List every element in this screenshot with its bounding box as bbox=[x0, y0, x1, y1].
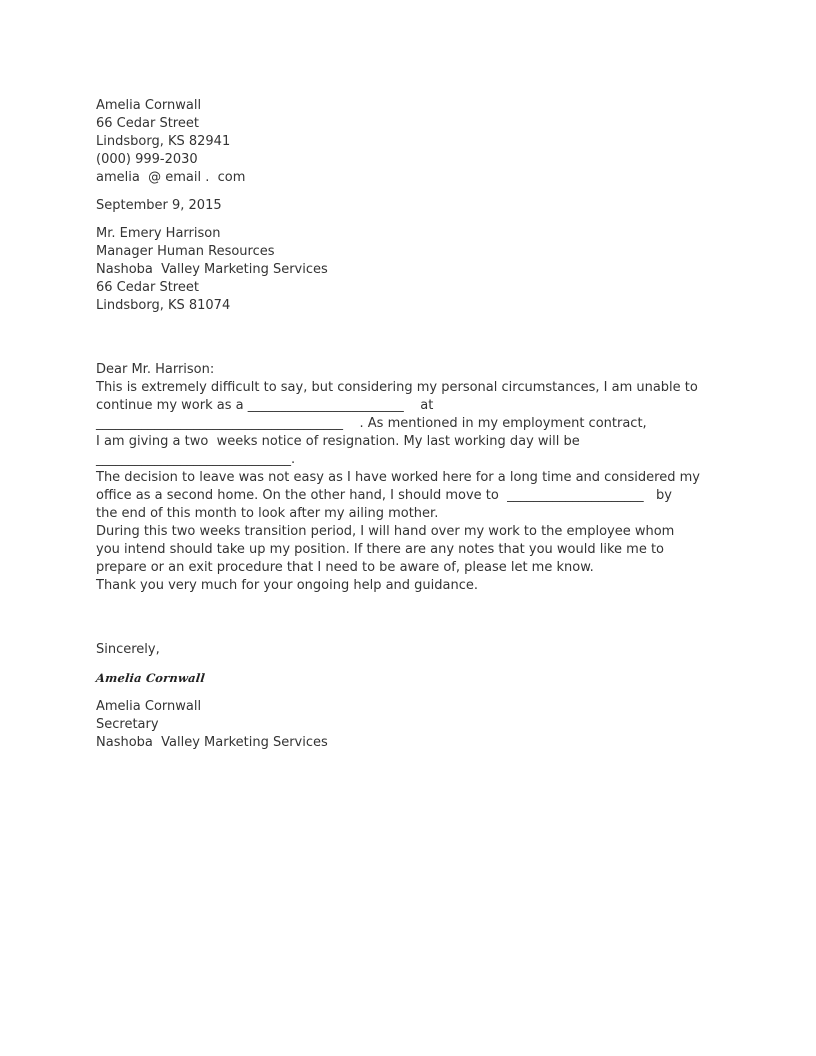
sender-name: Amelia Cornwall bbox=[96, 98, 202, 113]
paragraph-4 bbox=[96, 577, 736, 595]
sender-address bbox=[96, 97, 736, 187]
paragraph-3-line: prepare or an exit procedure that I need to be aware of, please let me know. bbox=[96, 560, 594, 575]
letter-date: September 9, 2015 bbox=[96, 198, 222, 213]
paragraph-3-line: you intend should take up my position. If there are any notes that you would like me to bbox=[96, 542, 665, 557]
recipient-title: Manager Human Resources bbox=[96, 244, 275, 259]
sender-city: Lindsborg, KS 82941 bbox=[96, 134, 231, 149]
closing-block bbox=[96, 641, 736, 659]
letter-page bbox=[96, 97, 736, 752]
handwritten-signature: Amelia Cornwall bbox=[95, 671, 206, 685]
salutation: Dear Mr. Harrison: bbox=[96, 362, 215, 377]
paragraph-2 bbox=[96, 469, 736, 523]
paragraph-1-line: ______________________________________ . As mentioned in my employment contract, bbox=[96, 416, 647, 431]
recipient-street: 66 Cedar Street bbox=[96, 280, 199, 295]
paragraph-2-line: office as a second home. On the other hand, I should move to _____________________ by bbox=[96, 488, 672, 503]
sender-phone: (000) 999-2030 bbox=[96, 152, 198, 167]
paragraph-1-line: I am giving a two weeks notice of resignation. My last working day will be bbox=[96, 434, 580, 449]
sender-street: 66 Cedar Street bbox=[96, 116, 199, 131]
paragraph-2-line: The decision to leave was not easy as I have worked here for a long time and considered my bbox=[96, 470, 700, 485]
recipient-city: Lindsborg, KS 81074 bbox=[96, 298, 231, 313]
signature-line bbox=[96, 669, 736, 688]
recipient-company: Nashoba Valley Marketing Services bbox=[96, 262, 328, 277]
signer-block bbox=[96, 698, 736, 752]
paragraph-2-line: the end of this month to look after my ailing mother. bbox=[96, 506, 439, 521]
paragraph-1-line: This is extremely difficult to say, but considering my personal circumstances, I am unable to bbox=[96, 380, 698, 395]
signature-block bbox=[96, 669, 736, 688]
paragraph-1-line: continue my work as a ________________________ at bbox=[96, 398, 434, 413]
paragraph-1-line: ______________________________. bbox=[96, 452, 296, 467]
recipient-name: Mr. Emery Harrison bbox=[96, 226, 221, 241]
paragraph-1 bbox=[96, 379, 736, 469]
letter-date-block bbox=[96, 197, 736, 215]
salutation-block bbox=[96, 361, 736, 379]
paragraph-3-line: During this two weeks transition period, I will hand over my work to the employee whom bbox=[96, 524, 675, 539]
paragraph-4-line: Thank you very much for your ongoing help and guidance. bbox=[96, 578, 479, 593]
signer-title: Secretary bbox=[96, 717, 159, 732]
paragraph-3 bbox=[96, 523, 736, 577]
signer-company: Nashoba Valley Marketing Services bbox=[96, 735, 328, 750]
recipient-address bbox=[96, 225, 736, 315]
signer-name: Amelia Cornwall bbox=[96, 699, 202, 714]
sender-email: amelia @ email . com bbox=[96, 170, 246, 185]
closing: Sincerely, bbox=[96, 642, 160, 657]
